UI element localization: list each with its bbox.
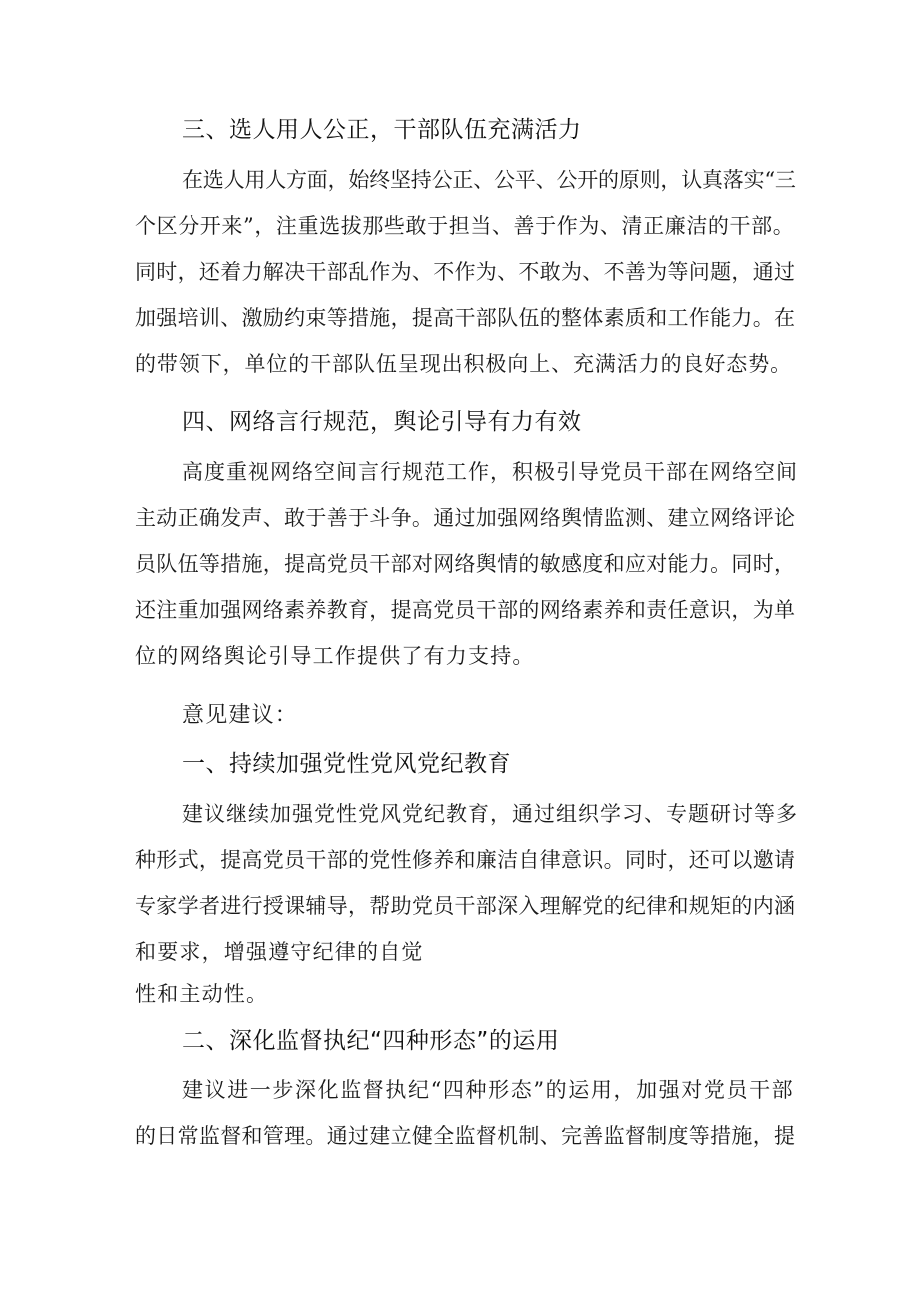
section-heading: 四、网络言行规范，舆论引导有力有效 bbox=[182, 409, 582, 435]
suggestions-label: 意见建议： bbox=[182, 703, 299, 728]
paragraph-line: 的日常监督和管理。通过建立健全监督机制、完善监督制度等措施，提 bbox=[135, 1124, 796, 1148]
paragraph-line: 的带领下，单位的干部队伍呈现出积极向上、充满活力的良好态势。 bbox=[135, 352, 792, 376]
paragraph-line: 和要求，增强遵守纪律的自觉 bbox=[135, 940, 424, 964]
paragraph-line: 建议进一步深化监督执纪“四种形态”的运用，加强对党员干部 bbox=[182, 1078, 795, 1102]
paragraph-line: 性和主动性。 bbox=[135, 982, 269, 1006]
paragraph-line: 在选人用人方面，始终坚持公正、公平、公开的原则，认真落实“三 bbox=[182, 168, 796, 192]
paragraph-line: 加强培训、激励约束等措施，提高干部队伍的整体素质和工作能力。在 bbox=[135, 306, 796, 330]
paragraph-line: 同时，还着力解决干部乱作为、不作为、不敢为、不善为等问题，通过 bbox=[135, 260, 796, 284]
paragraph-line: 个区分开来”，注重选拔那些敢于担当、善于作为、清正廉洁的干部。 bbox=[135, 214, 795, 238]
paragraph-line: 建议继续加强党性党风党纪教育，通过组织学习、专题研讨等多 bbox=[182, 802, 798, 826]
paragraph-line: 种形式，提高党员干部的党性修养和廉洁自律意识。同时，还可以邀请 bbox=[135, 848, 796, 872]
paragraph-line: 还注重加强网络素养教育，提高党员干部的网络素养和责任意识，为单 bbox=[135, 598, 796, 622]
section-heading: 一、持续加强党性党风党纪教育 bbox=[182, 751, 511, 777]
section-heading: 二、深化监督执纪“四种形态”的运用 bbox=[182, 1028, 560, 1054]
paragraph-line: 专家学者进行授课辅导，帮助党员干部深入理解党的纪律和规矩的内涵 bbox=[135, 894, 796, 918]
section-heading: 三、选人用人公正，干部队伍充满活力 bbox=[182, 117, 582, 143]
paragraph-line: 位的网络舆论引导工作提供了有力支持。 bbox=[135, 644, 535, 668]
paragraph-line: 高度重视网络空间言行规范工作，积极引导党员干部在网络空间 bbox=[182, 460, 798, 484]
paragraph-line: 员队伍等措施，提高党员干部对网络舆情的敏感度和应对能力。同时， bbox=[135, 552, 796, 576]
paragraph-line: 主动正确发声、敢于善于斗争。通过加强网络舆情监测、建立网络评论 bbox=[135, 506, 796, 530]
